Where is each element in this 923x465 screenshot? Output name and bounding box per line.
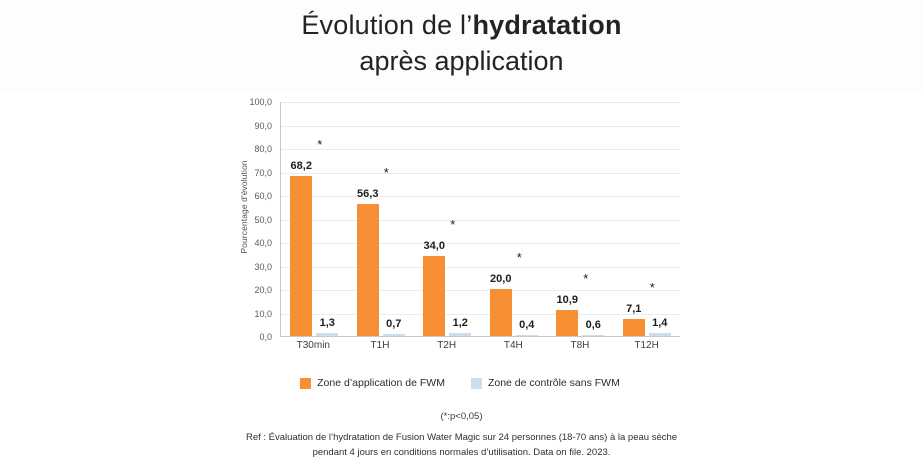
chart-legend (230, 377, 690, 389)
x-tick-label: T4H (503, 340, 523, 351)
bar-value-label: 1,2 (452, 317, 468, 330)
footnotes (0, 410, 923, 460)
legend-label: Zone d’application de FWM (317, 377, 445, 389)
legend-swatch-icon (471, 378, 482, 389)
chart-card (0, 92, 923, 465)
bar-group (549, 102, 611, 336)
bar-value-label: 56,3 (357, 187, 379, 200)
bar-value-label: 7,1 (626, 303, 642, 316)
y-axis-ticks (230, 97, 278, 342)
bar-group (416, 102, 478, 336)
bar-value-label: 0,6 (585, 318, 601, 331)
x-tick-label: T30min (296, 340, 330, 351)
y-tick-label: 40,0 (254, 238, 272, 248)
y-tick-label: 20,0 (254, 285, 272, 295)
bar-control[interactable] (582, 318, 604, 336)
bar-group (483, 102, 545, 336)
y-tick-label: 10,0 (254, 308, 272, 319)
bar-control[interactable] (449, 317, 471, 336)
significance-marker: * (649, 280, 655, 296)
legend-swatch-icon (300, 378, 311, 389)
y-tick-label: 30,0 (254, 261, 272, 272)
y-tick-label: 70,0 (254, 167, 272, 178)
bar-control[interactable] (316, 316, 338, 336)
bar-value-label: 20,0 (490, 273, 512, 285)
reference-line-2: pendant 4 jours en conditions normales d’utilisation. Data on file. 2023. (312, 447, 611, 458)
significance-marker: * (383, 164, 389, 180)
x-tick-label: T12H (634, 340, 659, 351)
significance-note: (*:p<0,05) (440, 411, 483, 422)
bar-groups (281, 102, 680, 336)
title-prefix: Évolution de l’ (301, 10, 473, 40)
y-tick-label: 80,0 (254, 144, 272, 154)
reference-line-1: Ref : Évaluation de l’hydratation de Fusion Water Magic sur 24 personnes (18-70 ans) à la peau sèche (245, 432, 678, 443)
significance-marker: * (583, 271, 589, 287)
bar-primary[interactable] (290, 136, 323, 336)
x-axis-labels (280, 340, 680, 351)
bar-group (283, 102, 345, 336)
bar-primary[interactable] (490, 250, 522, 336)
bar-value-label: 68,2 (290, 159, 312, 172)
y-tick-label: 90,0 (254, 120, 272, 131)
bar-value-label: 10,9 (556, 294, 578, 307)
significance-marker: * (516, 250, 522, 265)
legend-label: Zone de contrôle sans FWM (487, 377, 620, 389)
x-tick-label: T2H (437, 340, 457, 351)
y-tick-label: 60,0 (254, 191, 272, 201)
bar-primary[interactable] (623, 280, 655, 336)
bar-value-label: 34,0 (423, 240, 445, 253)
bar-control[interactable] (649, 316, 671, 336)
title-line-1 (0, 8, 923, 42)
bar-primary[interactable] (556, 271, 589, 336)
title-strong: hydratation (472, 10, 622, 40)
bar-value-label: 1,4 (652, 316, 668, 329)
page-title (0, 8, 923, 78)
bar-value-label: 0,7 (386, 318, 402, 331)
y-tick-label: 100,0 (249, 97, 272, 107)
bar-group (616, 102, 678, 336)
bar-control[interactable] (383, 318, 405, 336)
significance-marker: * (450, 217, 456, 233)
bar-primary[interactable] (357, 164, 389, 336)
x-tick-label: T1H (370, 340, 390, 351)
title-line-2: après application (359, 46, 564, 76)
plot-area (280, 102, 680, 337)
y-tick-label: 50,0 (254, 214, 272, 225)
significance-marker: * (317, 136, 323, 152)
chart-plot-wrapper (230, 97, 690, 351)
bar-value-label: 1,3 (319, 316, 335, 329)
x-tick-label: T8H (570, 340, 590, 351)
bar-group (350, 102, 412, 336)
bar-control[interactable] (516, 319, 538, 336)
y-tick-label: 0,0 (259, 332, 272, 342)
y-axis-title: Pourcentage d'évolution (239, 160, 249, 254)
legend-item-control[interactable] (471, 377, 620, 389)
bar-value-label: 0,4 (519, 319, 535, 332)
bar-primary[interactable] (423, 217, 456, 336)
legend-item-primary[interactable] (300, 377, 445, 389)
